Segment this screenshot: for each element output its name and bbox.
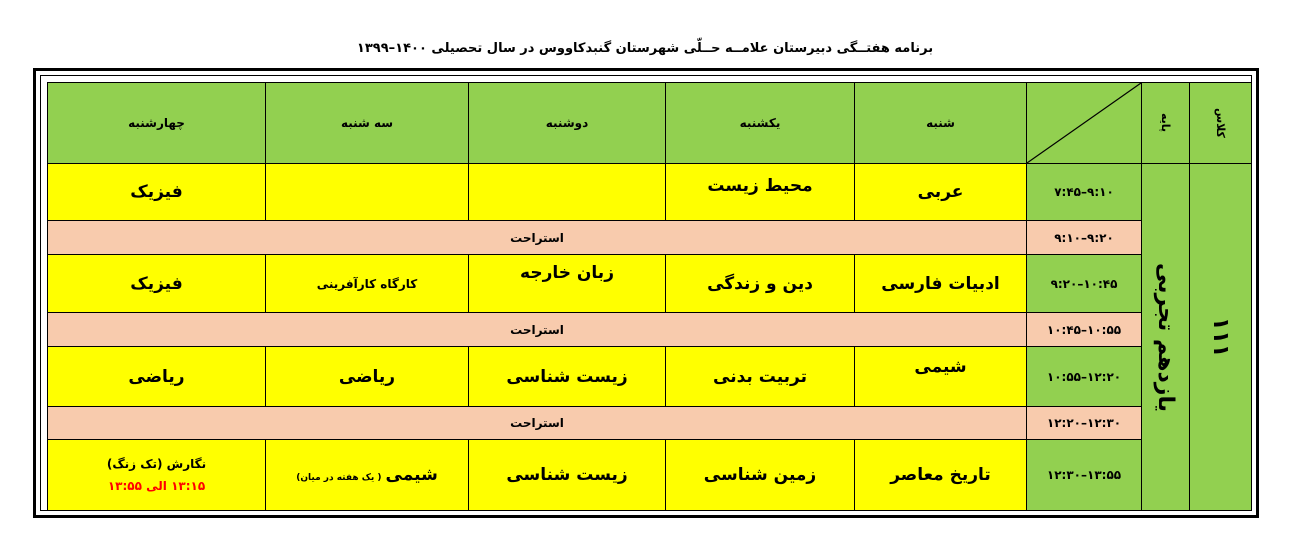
schedule-title: برنامه هفتــگی دبیرستان علامــه حــلّی شهرستان گنبدکاووس در سال تحصیلی ۱۴۰۰–۱۳۹۹ (356, 41, 934, 56)
p4-seshanbe-subject: شیمی (385, 465, 438, 485)
p1-yekshanbe: محیط زیست (666, 164, 855, 221)
schedule-frame (33, 68, 1259, 518)
p2-yekshanbe: دین و زندگی (666, 255, 855, 313)
header-chaharshanbe: چهارشنبه (48, 83, 266, 164)
p1-doshanbe (469, 164, 666, 221)
p4-chaharshanbe-time: ۱۳:۱۵ الی ۱۳:۵۵ (107, 479, 206, 493)
p3-seshanbe: ریاضی (266, 347, 469, 407)
header-class (1190, 83, 1252, 164)
header-doshanbe: دوشنبه (469, 83, 666, 164)
grade-cell (1142, 164, 1190, 511)
p4-shanbe: تاریخ معاصر (855, 440, 1027, 511)
class-number: ۱۱۱ (1208, 316, 1233, 358)
p4-seshanbe (266, 440, 469, 511)
p3-doshanbe: زیست شناسی (469, 347, 666, 407)
p3-chaharshanbe: ریاضی (48, 347, 266, 407)
header-grade-label: پایه (1159, 113, 1172, 133)
header-yekshanbe: یکشنبه (666, 83, 855, 164)
p4-time: ۱۳:۵۵–۱۲:۳۰ (1027, 440, 1142, 511)
p3-yekshanbe: تربیت بدنی (666, 347, 855, 407)
p2-time: ۱۰:۴۵–۹:۲۰ (1027, 255, 1142, 313)
header-diagonal-corner (1027, 83, 1142, 164)
break-1: استراحت (48, 221, 1027, 255)
b3-time: ۱۲:۳۰–۱۲:۲۰ (1027, 407, 1142, 440)
header-seshanbe: سه شنبه (266, 83, 469, 164)
diagonal-line (1027, 83, 1141, 163)
p3-time: ۱۲:۲۰–۱۰:۵۵ (1027, 347, 1142, 407)
p3-shanbe: شیمی (855, 347, 1027, 407)
schedule-table (47, 82, 1251, 510)
p4-yekshanbe: زمین شناسی (666, 440, 855, 511)
header-shanbe: شنبه (855, 83, 1027, 164)
p4-doshanbe: زیست شناسی (469, 440, 666, 511)
p2-seshanbe: کارگاه کارآفرینی (266, 255, 469, 313)
p1-shanbe: عربی (855, 164, 1027, 221)
break-3: استراحت (48, 407, 1027, 440)
break-2: استراحت (48, 313, 1027, 347)
class-cell (1190, 164, 1252, 511)
p2-chaharshanbe: فیزیک (48, 255, 266, 313)
p1-seshanbe (266, 164, 469, 221)
p4-chaharshanbe-subject: نگارش (تک زنگ) (106, 457, 207, 471)
b2-time: ۱۰:۵۵–۱۰:۴۵ (1027, 313, 1142, 347)
p4-seshanbe-note: ( یک هفته در میان) (296, 473, 382, 483)
grade-value: یازدهم تجربی (1153, 262, 1178, 412)
p1-chaharshanbe: فیزیک (48, 164, 266, 221)
p2-doshanbe: زبان خارجه (469, 255, 666, 313)
p2-shanbe: ادبیات فارسی (855, 255, 1027, 313)
header-class-label: کلاس (1214, 108, 1227, 138)
p1-time: ۹:۱۰–۷:۴۵ (1027, 164, 1142, 221)
p4-chaharshanbe (48, 440, 266, 511)
header-grade (1142, 83, 1190, 164)
b1-time: ۹:۲۰–۹:۱۰ (1027, 221, 1142, 255)
